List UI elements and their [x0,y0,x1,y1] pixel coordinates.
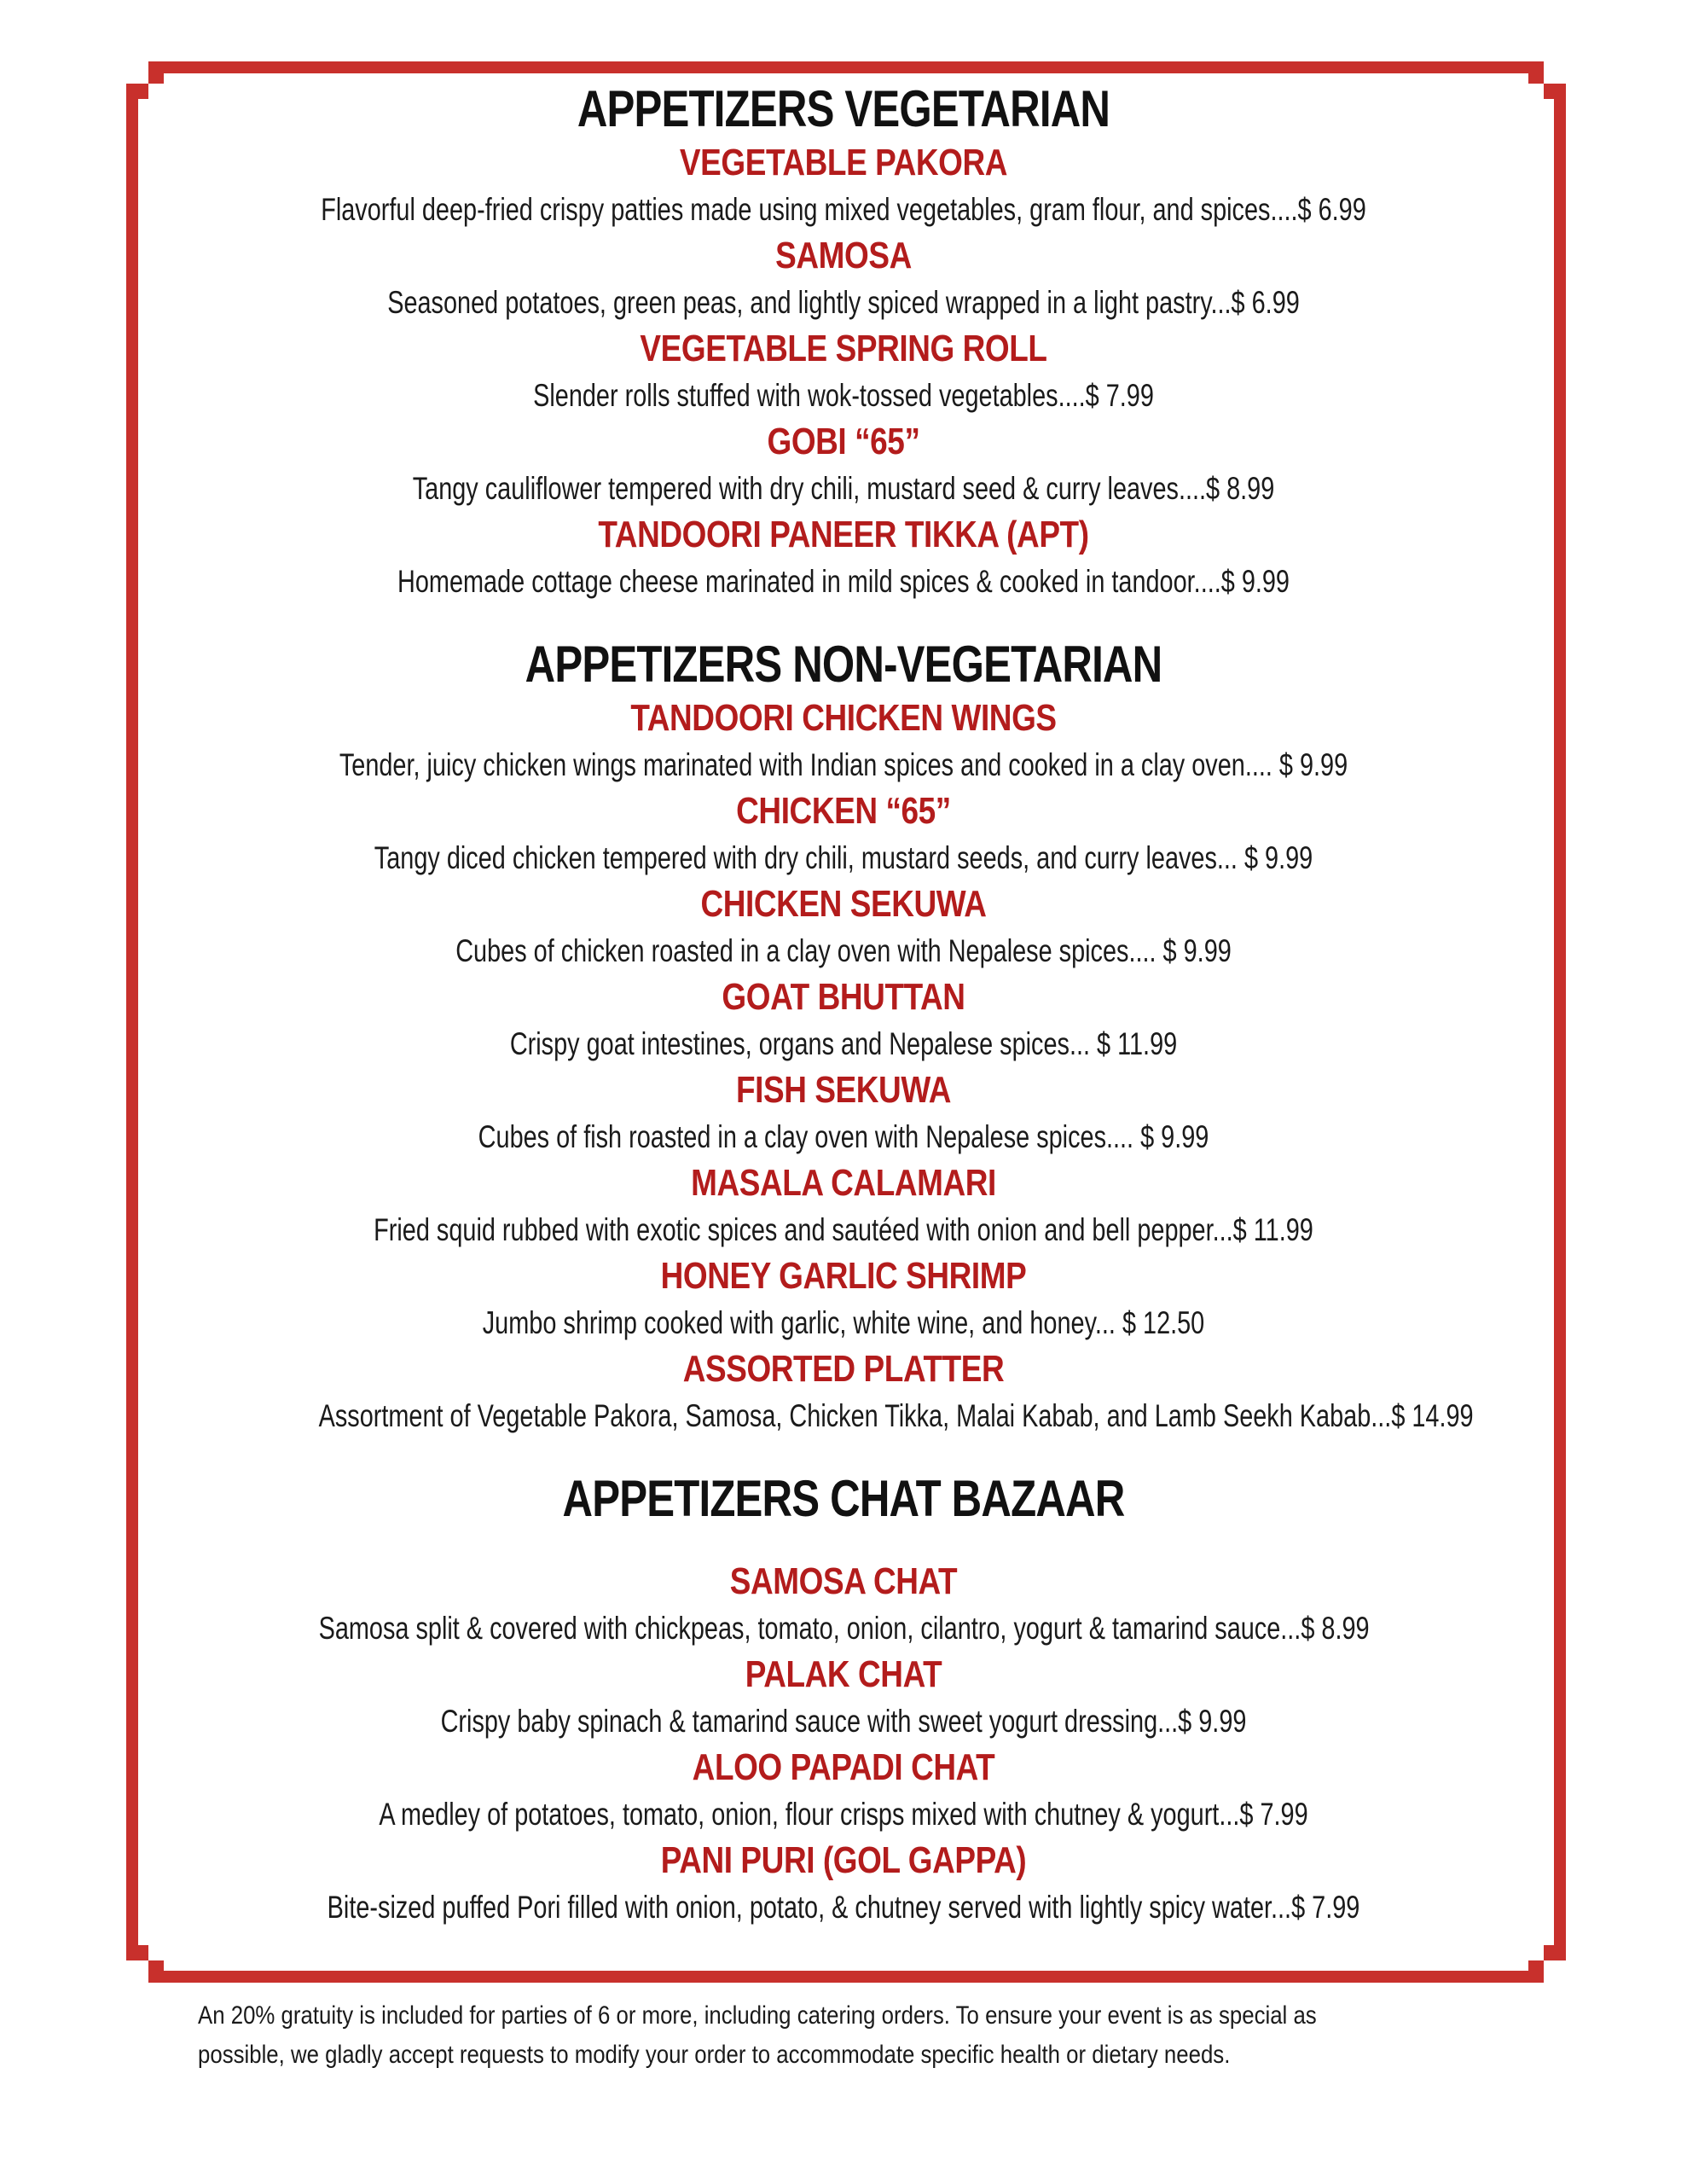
item-description: Crispy goat intestines, organs and Nepalese spices... $ 11.99 [509,1026,1178,1061]
item-name: ALOO PAPADI CHAT [692,1746,995,1788]
gratuity-note-line: An 20% gratuity is included for parties of 6 or more, including catering orders. To ensure your event is as special as [198,2001,1317,2030]
menu-item [171,140,1516,233]
item-description: A medley of potatoes, tomato, onion, flour crisps mixed with chutney & yogurt...$ 7.99 [379,1797,1308,1832]
section-appetizers-chat-bazaar [171,1468,1516,1931]
item-description: Slender rolls stuffed with wok-tossed vegetables....$ 7.99 [533,378,1154,413]
gratuity-note [198,1996,1342,2075]
menu-item [171,326,1516,419]
item-description: Samosa split & covered with chickpeas, tomato, onion, cilantro, yogurt & tamarind sauce...$ 8.99 [318,1611,1370,1646]
item-description: Flavorful deep-fried crispy patties made using mixed vegetables, gram flour, and spices....$ 6.99 [321,192,1366,227]
item-name: FISH SEKUWA [735,1069,952,1111]
item-description: Jumbo shrimp cooked with garlic, white wine, and honey... $ 12.50 [482,1305,1205,1340]
menu-item [171,881,1516,974]
menu-item [171,1067,1516,1160]
item-name: SAMOSA CHAT [729,1560,958,1602]
item-name: CHICKEN SEKUWA [700,883,987,925]
frame-corner-bottom-right [1528,1945,1566,1983]
menu-item [171,1346,1516,1439]
item-description: Crispy baby spinach & tamarind sauce with sweet yogurt dressing...$ 9.99 [440,1704,1247,1739]
item-name: TANDOORI CHICKEN WINGS [630,697,1057,739]
frame-top-border [148,61,1544,73]
item-description: Tangy diced chicken tempered with dry chili, mustard seeds, and curry leaves... $ 9.99 [374,840,1313,875]
item-name: GOAT BHUTTAN [722,976,965,1018]
item-name: SAMOSA [775,235,912,276]
menu-item [171,695,1516,788]
item-name: PANI PURI (GOL GAPPA) [660,1839,1027,1881]
item-description: Cubes of chicken roasted in a clay oven with Nepalese spices.... $ 9.99 [455,933,1232,968]
menu-item [171,419,1516,512]
item-description: Cubes of fish roasted in a clay oven with Nepalese spices.... $ 9.99 [478,1119,1209,1154]
item-name: MASALA CALAMARI [691,1162,996,1204]
frame-corner-bottom-left [126,1945,164,1983]
item-name: HONEY GARLIC SHRIMP [660,1255,1027,1297]
menu-item [171,1838,1516,1931]
menu-item [171,788,1516,881]
item-description: Seasoned potatoes, green peas, and lightly spiced wrapped in a light pastry...$ 6.99 [387,285,1300,320]
item-description: Assortment of Vegetable Pakora, Samosa, Chicken Tikka, Malai Kabab, and Lamb Seekh Kabab...$ 14.99 [318,1398,1474,1433]
section-title: APPETIZERS VEGETARIAN [577,80,1110,137]
item-name: ASSORTED PLATTER [682,1348,1005,1390]
frame-right-border [1554,84,1566,1960]
item-description: Fried squid rubbed with exotic spices and sautéed with onion and bell pepper...$ 11.99 [374,1212,1313,1247]
section-title: APPETIZERS CHAT BAZAAR [562,1470,1125,1527]
menu-content [171,78,1516,1931]
menu-item [171,1160,1516,1253]
frame-corner-top-right [1528,61,1566,99]
item-description: Homemade cottage cheese marinated in mild spices & cooked in tandoor....$ 9.99 [397,564,1290,599]
item-name: VEGETABLE PAKORA [679,142,1008,183]
frame-bottom-border [148,1971,1544,1983]
menu-item [171,1559,1516,1652]
menu-item [171,512,1516,605]
section-appetizers-vegetarian [171,78,1516,605]
item-description: Tangy cauliflower tempered with dry chili, mustard seed & curry leaves....$ 8.99 [412,471,1275,506]
section-appetizers-non-vegetarian [171,634,1516,1439]
item-name: VEGETABLE SPRING ROLL [640,328,1047,369]
menu-item [171,233,1516,326]
menu-item [171,1745,1516,1838]
section-title: APPETIZERS NON-VEGETARIAN [525,636,1162,693]
menu-item [171,1253,1516,1346]
item-name: PALAK CHAT [745,1653,942,1695]
menu-item [171,974,1516,1067]
frame-left-border [126,84,138,1960]
gratuity-note-line: possible, we gladly accept requests to modify your order to accommodate specific health or dietary needs. [198,2041,1231,2069]
item-description: Tender, juicy chicken wings marinated with Indian spices and cooked in a clay oven.... $ 9.99 [339,747,1348,782]
item-name: CHICKEN “65” [736,790,951,832]
menu-item [171,1652,1516,1745]
item-description: Bite-sized puffed Pori filled with onion, potato, & chutney served with lightly spicy water...$ 7.99 [327,1890,1360,1925]
frame-corner-top-left [126,61,164,99]
item-name: TANDOORI PANEER TIKKA (APT) [598,514,1089,555]
item-name: GOBI “65” [767,421,920,462]
